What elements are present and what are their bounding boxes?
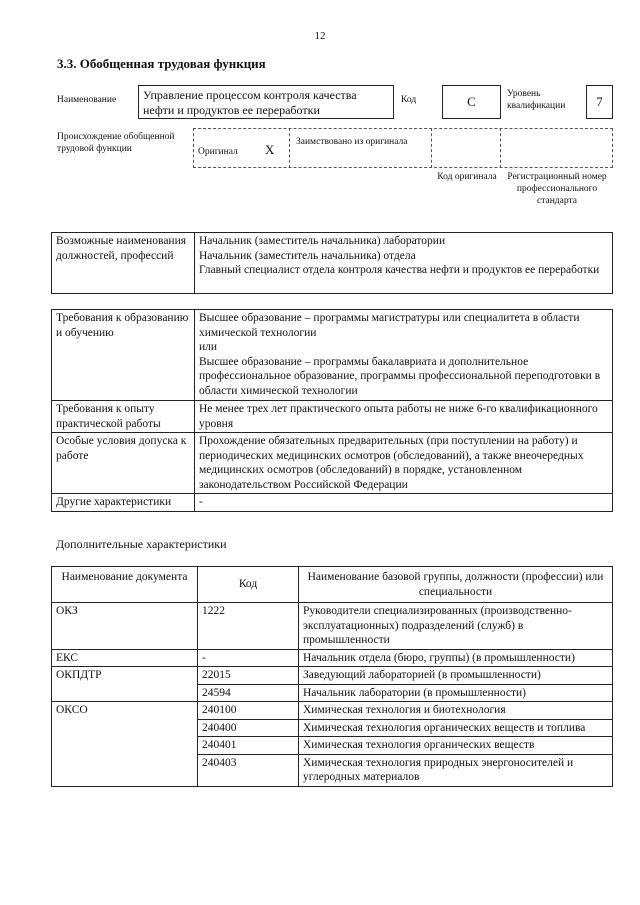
doc-cell: ОКПДТР	[52, 667, 198, 702]
name-cell: Химическая технология органических веществ	[299, 737, 613, 755]
level-value: 7	[586, 85, 613, 119]
code-cell: 240100	[198, 702, 299, 720]
name-cell: Химическая технология и биотехнология	[299, 702, 613, 720]
code-label: Код	[401, 95, 417, 105]
code-original-caption: Код оригинала	[437, 172, 497, 182]
origin-divider-1	[289, 128, 290, 168]
borrowed-label: Заимствовано из оригинала	[296, 137, 408, 147]
name-cell: Руководители специализированных (производственно-эксплуатационных) подразделений (служб) в промышленности	[299, 603, 613, 650]
code-value: C	[442, 85, 501, 119]
origin-label: Происхождение обобщенной трудовой функции	[57, 132, 175, 154]
origin-box	[193, 128, 613, 168]
code-cell: 24594	[198, 684, 299, 702]
section-title: 3.3. Обобщенная трудовая функция	[57, 56, 266, 71]
positions-table	[51, 232, 613, 294]
additional-table	[51, 566, 613, 787]
requirement-label: Особые условия допуска к работе	[52, 433, 195, 494]
requirements-table	[51, 309, 613, 512]
code-cell: 1222	[198, 603, 299, 650]
column-header-code: Код	[198, 567, 299, 603]
requirement-text: Не менее трех лет практического опыта работы не ниже 6-го квалификационного уровня	[195, 401, 613, 433]
name-cell: Химическая технология органических веществ и топлива	[299, 719, 613, 737]
doc-cell: ОКСО	[52, 702, 198, 787]
requirement-text: -	[195, 494, 613, 512]
reg-number-caption: Регистрационный номер профессионального стандарта	[507, 172, 607, 206]
original-mark: X	[265, 142, 275, 157]
code-cell: 240403	[198, 754, 299, 786]
name-value: Управление процессом контроля качества нефти и продуктов ее переработки	[138, 85, 394, 119]
positions-cell	[195, 233, 613, 294]
positions-row	[52, 233, 613, 294]
requirement-row	[52, 310, 613, 401]
code-cell: 22015	[198, 667, 299, 685]
requirement-row	[52, 494, 613, 512]
name-cell: Химическая технология природных энергоносителей и углеродных материалов	[299, 754, 613, 786]
page-number: 12	[314, 30, 326, 42]
column-header-document: Наименование документа	[52, 567, 198, 603]
position-line: Главный специалист отдела контроля качества нефти и продуктов ее переработки	[199, 264, 600, 276]
table-row	[52, 702, 613, 720]
origin-divider-2	[431, 128, 432, 168]
requirement-text: Прохождение обязательных предварительных (при поступлении на работу) и периодических медицинских осмотров (обследований), а также внеочередных медицинских осмотров (обследований) в порядке, установленном законодательством Российской Федерации	[195, 433, 613, 494]
requirement-label: Другие характеристики	[52, 494, 195, 512]
column-header-name: Наименование базовой группы, должности (профессии) или специальности	[299, 567, 613, 603]
table-row	[52, 667, 613, 685]
code-cell: 240401	[198, 737, 299, 755]
table-row	[52, 649, 613, 667]
table-row	[52, 603, 613, 650]
additional-header-row	[52, 567, 613, 603]
requirement-row	[52, 401, 613, 433]
additional-title: Дополнительные характеристики	[56, 537, 227, 551]
positions-label: Возможные наименования должностей, профессий	[52, 233, 195, 294]
name-label: Наименование	[57, 95, 117, 105]
requirement-text: Высшее образование – программы магистратуры или специалитета в области химической технологии или Высшее образование – программы бакалавриата и дополнительное профессиональное образование, программы профессиональной переподготовки в области химической технологии	[195, 310, 613, 401]
name-cell: Начальник отдела (бюро, группы) (в промышленности)	[299, 649, 613, 667]
requirement-label: Требования к образованию и обучению	[52, 310, 195, 401]
original-label: Оригинал	[198, 147, 238, 157]
name-cell: Заведующий лабораторией (в промышленности)	[299, 667, 613, 685]
doc-cell: ЕКС	[52, 649, 198, 667]
name-cell: Начальник лаборатории (в промышленности)	[299, 684, 613, 702]
code-cell: 240400	[198, 719, 299, 737]
level-label: Уровень квалификации	[507, 89, 566, 111]
position-line: Начальник (заместитель начальника) отдела	[199, 249, 416, 262]
requirement-row	[52, 433, 613, 494]
origin-divider-3	[500, 128, 501, 168]
requirement-label: Требования к опыту практической работы	[52, 401, 195, 433]
code-cell: -	[198, 649, 299, 667]
position-line: Начальник (заместитель начальника) лаборатории	[199, 235, 446, 247]
doc-cell: ОКЗ	[52, 603, 198, 650]
